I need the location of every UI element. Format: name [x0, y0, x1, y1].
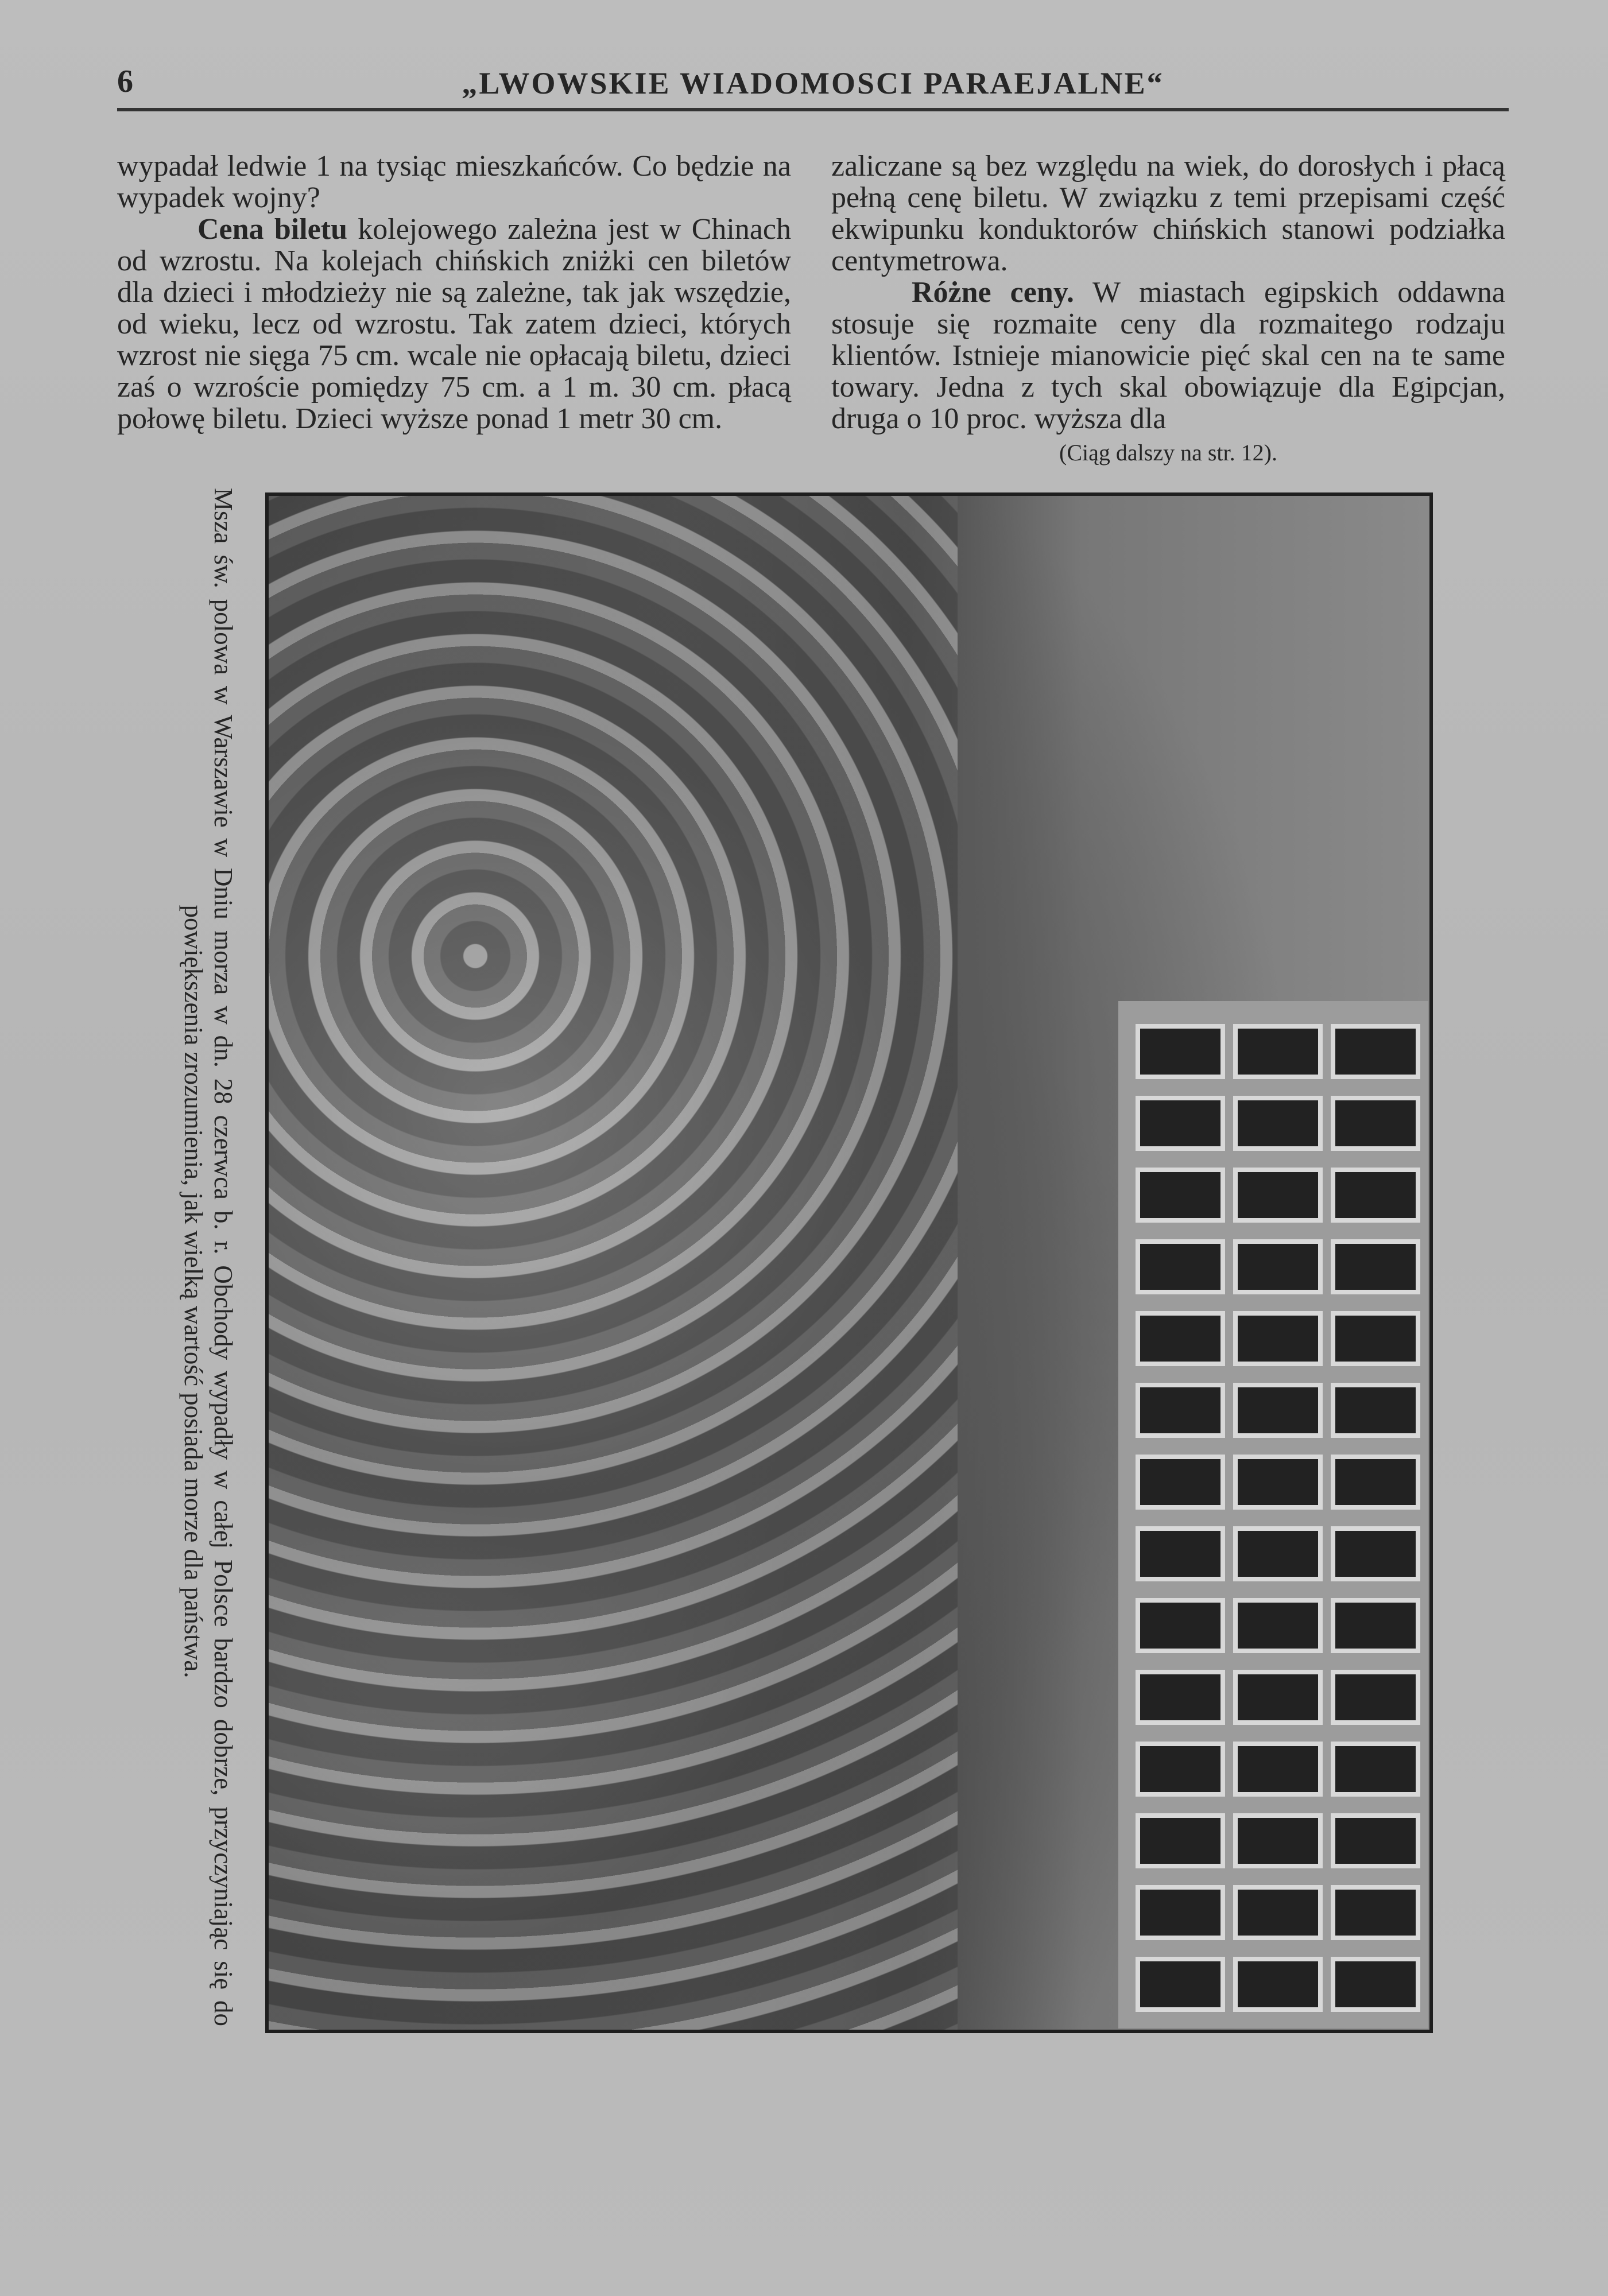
- building-window: [1233, 1526, 1323, 1581]
- left-column: [117, 150, 791, 435]
- building-window: [1136, 1598, 1225, 1653]
- building-window: [1233, 1311, 1323, 1366]
- paragraph-heading: Różne ceny.: [912, 276, 1074, 309]
- field-mass-photo: [265, 492, 1433, 2033]
- building-window: [1331, 1742, 1420, 1797]
- building-window: [1136, 1813, 1225, 1868]
- building-window: [1233, 1670, 1323, 1725]
- right-column: [831, 150, 1505, 468]
- building-window: [1136, 1742, 1225, 1797]
- paragraph-heading: Cena biletu: [197, 213, 347, 246]
- building-window: [1136, 1885, 1225, 1940]
- caption-line-2: powiększenia zrozumienia, jak wielką wartość posiada morze dla państwa.: [179, 905, 208, 1678]
- photo-building: [1118, 1001, 1428, 2029]
- building-window: [1233, 1239, 1323, 1294]
- building-window: [1331, 1383, 1420, 1438]
- building-window: [1331, 1024, 1420, 1079]
- building-window: [1233, 1096, 1323, 1151]
- building-window: [1331, 1455, 1420, 1510]
- paragraph-ticket-price: [117, 214, 791, 435]
- building-window: [1233, 1455, 1323, 1510]
- building-window: [1233, 1383, 1323, 1438]
- building-window: [1331, 1168, 1420, 1223]
- building-window: [1331, 1239, 1420, 1294]
- building-window: [1331, 1598, 1420, 1653]
- building-window: [1136, 1526, 1225, 1581]
- building-window: [1136, 1096, 1225, 1151]
- paragraph-body: W miastach egipskich oddawna stosuje się rozmaite ceny dla rozmaitego rodzaju klientów. Istnieje mianowicie pięć skal cen na te same towary. Jedna z tych skal obowiązuje dla Egipcjan, druga o 10 proc. wyższa dla: [831, 276, 1505, 435]
- caption-line-1: Msza św. polowa w Warszawie w Dniu morza w dn. 28 czerwca b. r. Obchody wypadły w całej Polsce bardzo dobrze, przyczyniając się do: [209, 488, 238, 2026]
- header-rule: [117, 108, 1509, 111]
- building-window: [1136, 1024, 1225, 1079]
- building-window: [1233, 1957, 1323, 2012]
- building-window: [1233, 1024, 1323, 1079]
- paragraph-body: kolejowego zależna jest w Chinach od wzrostu. Na kolejach chińskich zniżki cen biletów dla dzieci i młodzieży nie są zależne, tak jak wszędzie, od wieku, lecz od wzrostu. Tak zatem dzieci, których wzrost nie sięga 75 cm. wcale nie opłacają biletu, dzieci zaś o wzroście pomiędzy 75 cm. a 1 m. 30 cm. płacą połowę biletu. Dzieci wyższe ponad 1 metr 30 cm.: [117, 213, 791, 435]
- building-window: [1331, 1957, 1420, 2012]
- building-window: [1233, 1742, 1323, 1797]
- building-window: [1331, 1670, 1420, 1725]
- building-window: [1331, 1096, 1420, 1151]
- building-window: [1233, 1813, 1323, 1868]
- building-window: [1331, 1526, 1420, 1581]
- building-window: [1136, 1957, 1225, 2012]
- building-window: [1136, 1670, 1225, 1725]
- photo-crowd: [269, 496, 958, 2030]
- building-window: [1233, 1168, 1323, 1223]
- building-window: [1136, 1311, 1225, 1366]
- building-window: [1331, 1311, 1420, 1366]
- publication-title: „LWOWSKIE WIADOMOSCI PARAEJALNE“: [462, 66, 1164, 100]
- building-window: [1136, 1168, 1225, 1223]
- paragraph-different-prices: [831, 277, 1505, 435]
- building-window: [1233, 1885, 1323, 1940]
- page-number: 6: [117, 64, 133, 99]
- building-window: [1331, 1813, 1420, 1868]
- building-window: [1136, 1383, 1225, 1438]
- building-window: [1331, 1885, 1420, 1940]
- building-window: [1233, 1598, 1323, 1653]
- paragraph: zaliczane są bez względu na wiek, do dorosłych i płacą pełną cenę biletu. W związku z temi przepisami część ekwipunku konduktorów chińskich stanowi podziałka centymetrowa.: [831, 150, 1505, 277]
- page-header: [117, 63, 1509, 109]
- continued-note: (Ciąg dalszy na str. 12).: [1059, 440, 1277, 466]
- photo-caption: [169, 488, 238, 2026]
- paragraph: wypadał ledwie 1 na tysiąc mieszkańców. Co będzie na wypadek wojny?: [117, 150, 791, 214]
- building-window: [1136, 1455, 1225, 1510]
- building-window: [1136, 1239, 1225, 1294]
